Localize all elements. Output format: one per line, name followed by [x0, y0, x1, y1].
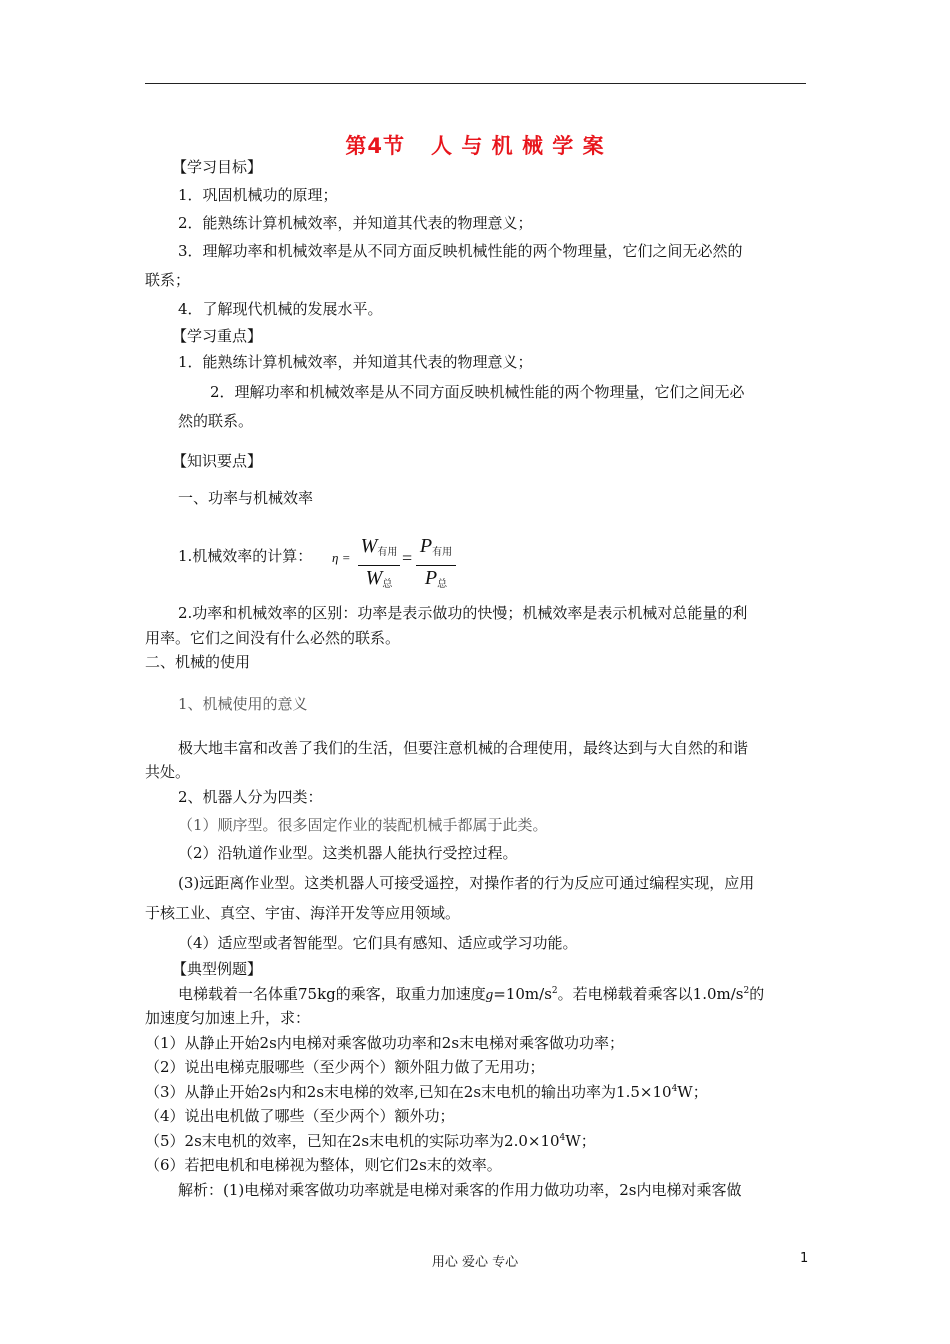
- p-useful: P: [419, 535, 433, 557]
- work-fraction: [358, 535, 400, 596]
- question-3-exponent: 4: [671, 1084, 678, 1094]
- section-2-heading: 二、机械的使用: [145, 653, 251, 671]
- w-useful-sub: 有用: [377, 547, 398, 558]
- question-3: [145, 1082, 708, 1102]
- question-5-exponent: 4: [559, 1133, 566, 1143]
- efficiency-calc-label: 1.机械效率的计算：: [178, 547, 313, 565]
- section-1-heading: 一、功率与机械效率: [178, 489, 314, 507]
- w-total-sub: 总: [382, 579, 393, 590]
- header-rule: [145, 83, 806, 84]
- w-useful: W: [360, 535, 378, 557]
- question-6: （6）若把电机和电梯视为整体，则它们2s末的效率。: [145, 1156, 502, 1174]
- robot-types-heading: 2、机器人分为四类：: [178, 788, 323, 806]
- eta-symbol: η =: [332, 550, 351, 565]
- question-2: （2）说出电梯克服哪些（至少两个）额外阻力做了无用功；: [145, 1058, 545, 1076]
- p-useful-sub: 有用: [432, 547, 453, 558]
- question-5-unit: W；: [565, 1132, 596, 1150]
- intro-part-3: 。若电梯载着乘客以1.0m/s: [557, 985, 744, 1003]
- title-text: 人 与 机 械 学 案: [431, 134, 605, 158]
- question-5: [145, 1131, 596, 1151]
- equals-sign: =: [402, 548, 413, 568]
- example-heading: 【典型例题】: [172, 960, 263, 978]
- robot-type-1: （1）顺序型。很多固定作业的装配机械手都属于此类。: [178, 816, 548, 834]
- question-4: （4）说出电机做了哪些（至少两个）额外功；: [145, 1107, 455, 1125]
- knowledge-heading: 【知识要点】: [172, 452, 263, 470]
- key-point-2-cont: 然的联系。: [178, 412, 254, 430]
- efficiency-formula: [332, 535, 482, 591]
- analysis-text: 解析：(1)电梯对乘客做功功率就是电梯对乘客的作用力做功功率，2s内电梯对乘客做: [178, 1181, 742, 1199]
- machine-meaning-text: 极大地丰富和改善了我们的生活，但要注意机械的合理使用，最终达到与大自然的和谐: [178, 739, 749, 757]
- intro-part-4: 的: [749, 985, 765, 1003]
- question-1: （1）从静止开始2s内电梯对乘客做功功率和2s末电梯对乘客做功功率；: [145, 1034, 625, 1052]
- robot-type-3-cont: 于核工业、真空、宇宙、海洋开发等应用领域。: [145, 904, 461, 922]
- objective-3-cont: 联系；: [145, 271, 191, 289]
- objectives-heading: 【学习目标】: [172, 158, 263, 176]
- page-number: 1: [800, 1251, 809, 1266]
- example-intro: [178, 984, 764, 1005]
- machine-meaning-heading: 1、机械使用的意义: [178, 695, 308, 713]
- question-5-text: （5）2s末电机的效率，已知在2s末电机的实际功率为2.0×10: [145, 1132, 560, 1150]
- gravity-symbol: g: [485, 987, 494, 1003]
- objective-2: 2．能熟练计算机械效率，并知道其代表的物理意义；: [178, 214, 533, 232]
- objective-1: 1．巩固机械功的原理；: [178, 186, 338, 204]
- intro-part-1: 电梯载着一名体重75kg的乘客，取重力加速度: [178, 985, 486, 1003]
- key-points-heading: 【学习重点】: [172, 327, 263, 345]
- machine-meaning-text-cont: 共处。: [145, 763, 191, 781]
- key-point-1: 1．能熟练计算机械效率，并知道其代表的物理意义；: [178, 353, 533, 371]
- p-total: P: [424, 567, 438, 589]
- power-fraction: [416, 535, 456, 596]
- objective-4: 4．了解现代机械的发展水平。: [178, 300, 383, 318]
- difference-text-cont: 用率。它们之间没有什么必然的联系。: [145, 629, 401, 647]
- key-point-2: 2．理解功率和机械效率是从不同方面反映机械性能的两个物理量，它们之间无必: [210, 383, 745, 401]
- robot-type-3: (3)远距离作业型。这类机器人可接受遥控，对操作者的行为反应可通过编程实现，应用: [178, 874, 755, 892]
- superscript-2b: 2: [743, 986, 750, 996]
- robot-type-2: （2）沿轨道作业型。这类机器人能执行受控过程。: [178, 844, 518, 862]
- footer-motto: 用心 爱心 专心: [431, 1255, 519, 1270]
- title-section: 第4节: [345, 134, 406, 158]
- example-intro-cont: 加速度匀加速上升，求：: [145, 1009, 311, 1027]
- superscript-2: 2: [551, 986, 558, 996]
- robot-type-4: （4）适应型或者智能型。它们具有感知、适应或学习功能。: [178, 934, 578, 952]
- page-title: [0, 130, 950, 160]
- question-3-text: （3）从静止开始2s内和2s末电梯的效率,已知在2s末电机的输出功率为1.5×10: [145, 1083, 672, 1101]
- intro-part-2: =10m/s: [493, 985, 552, 1003]
- difference-text: 2.功率和机械效率的区别：功率是表示做功的快慢；机械效率是表示机械对总能量的利: [178, 604, 748, 622]
- question-3-unit: W；: [677, 1083, 708, 1101]
- p-total-sub: 总: [437, 579, 448, 590]
- objective-3: 3．理解功率和机械效率是从不同方面反映机械性能的两个物理量，它们之间无必然的: [178, 242, 743, 260]
- w-total: W: [365, 567, 383, 589]
